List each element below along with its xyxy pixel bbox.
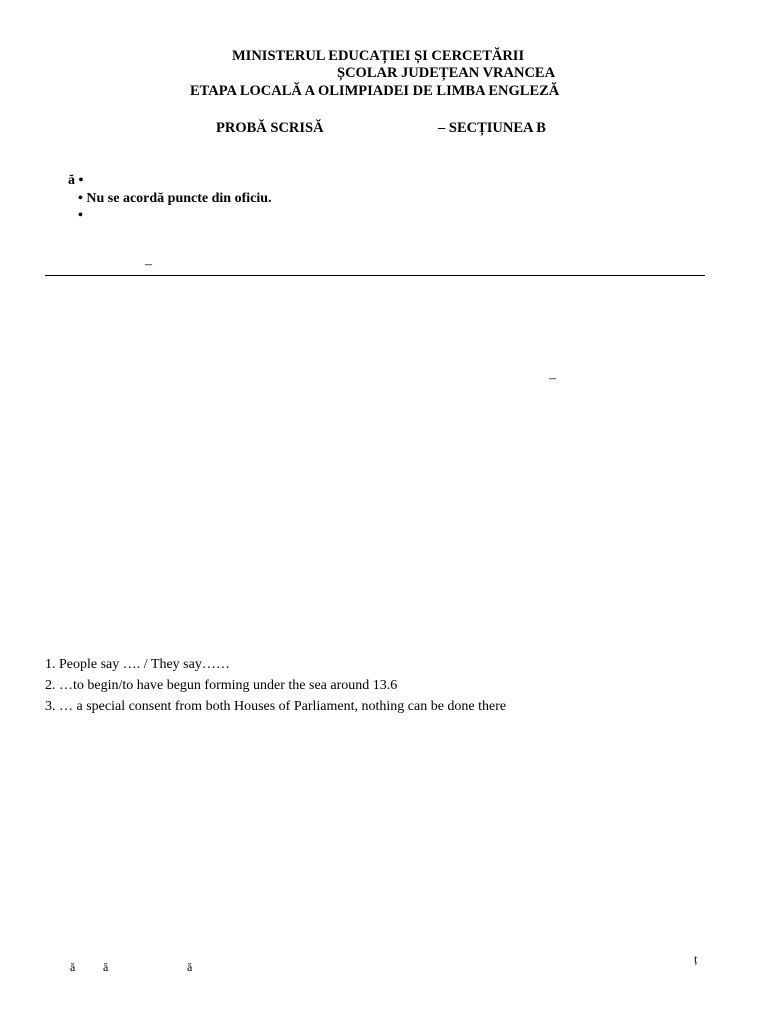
header-school-inspectorate: ȘCOLAR JUDEȚEAN VRANCEA (337, 65, 556, 81)
dash-under-notes: – (145, 257, 152, 272)
footer-char-c: ă (187, 960, 193, 974)
exam-type: PROBĂ SCRISĂ (216, 120, 324, 136)
section-label: – SECȚIUNEA B (438, 120, 546, 136)
note-line-3: • (78, 208, 83, 223)
header-olympiad-stage: ETAPA LOCALĂ A OLIMPIADEI DE LIMBA ENGLEZĂ (190, 83, 560, 99)
header-ministry: MINISTERUL EDUCAȚIEI ȘI CERCETĂRII (232, 48, 525, 64)
dash-mid: – (549, 371, 556, 386)
horizontal-rule (45, 275, 705, 276)
note-line-2: • Nu se acordă puncte din oficiu. (78, 191, 272, 206)
answer-2: 2. …to begin/to have begun forming under the sea around 13.6 (45, 678, 398, 693)
answer-1: 1. People say …. / They say…… (45, 657, 230, 672)
footer-char-a: ă (70, 960, 76, 974)
footer-char-right: ț (694, 952, 698, 966)
answer-3: 3. … a special consent from both Houses of Parliament, nothing can be done there (45, 699, 507, 714)
footer-char-b: ă (103, 960, 109, 974)
note-line-1: ă • (68, 173, 84, 188)
